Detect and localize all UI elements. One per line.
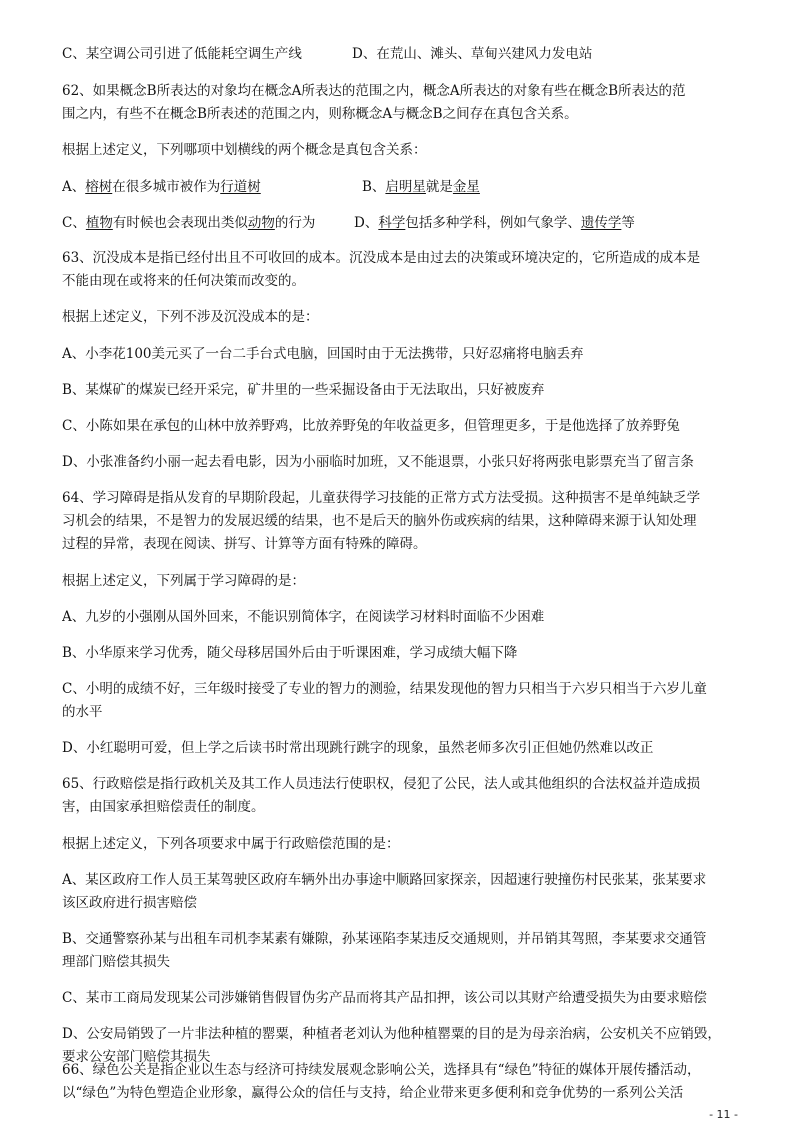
q61-option-c[interactable]: C、某空调公司引进了低能耗空调生产线 — [62, 46, 302, 62]
q64-stem-line-1: 64、学习障碍是指从发育的早期阶段起，儿童获得学习技能的正常方式方法受损。这种损害不是单纯缺乏学 — [62, 490, 701, 506]
q65-option-d-line-1[interactable]: D、公安局销毁了一片非法种植的罂粟，种植者老刘认为他种植罂粟的目的是为母亲治病，公安机关不应销毁， — [62, 1026, 721, 1042]
q62-question: 根据上述定义，下列哪项中划横线的两个概念是真包含关系： — [62, 142, 427, 158]
q66-stem-line-1-visible: 66、绿色公关是指企业以生态与经济可持续发展观念影响公关，选择具有“绿色”特征的媒体开展传播活动， — [62, 1062, 701, 1078]
q63-stem-line-1: 63、沉没成本是指已经付出且不可收回的成本。沉没成本是由过去的决策或环境决定的，它所造成的成本是 — [62, 250, 701, 266]
q61-options-row — [62, 43, 752, 66]
q63-option-d[interactable]: D、小张准备约小丽一起去看电影，因为小丽临时加班，又不能退票，小张只好将两张电影票充当了留言条 — [62, 454, 694, 470]
q65-stem-line-2: 害，由国家承担赔偿责任的制度。 — [62, 799, 265, 815]
q65-option-b-line-2[interactable]: 理部门赔偿其损失 — [62, 954, 170, 970]
q66-stem-line-2: 以“绿色”为特色塑造企业形象，赢得公众的信任与支持，给企业带来更多便利和竞争优势的一系列公关活 — [62, 1085, 684, 1101]
q63-option-a[interactable]: A、小李花100美元买了一台二手台式电脑，回国时由于无法携带，只好忍痛将电脑丢弃 — [62, 346, 584, 362]
page-number: - 11 - — [709, 1108, 738, 1121]
q64-stem-line-2: 习机会的结果，不是智力的发展迟缓的结果，也不是后天的脑外伤或疾病的结果，这种障碍来源于认知处理 — [62, 513, 697, 529]
q65-stem-line-1: 65、行政赔偿是指行政机关及其工作人员违法行使职权，侵犯了公民，法人或其他组织的合法权益并造成损 — [62, 776, 701, 792]
q62-stem-line-1: 62、如果概念B所表达的对象均在概念A所表达的范围之内，概念A所表达的对象有些在概念B所表达的范 — [62, 83, 686, 99]
q64-option-c-line-2[interactable]: 的水平 — [62, 704, 103, 720]
q62-option-d[interactable]: D、科学包括多种学科，例如气象学、遗传学等 — [354, 215, 635, 231]
q62-options-row-cd — [62, 212, 752, 235]
q61-option-d[interactable]: D、在荒山、滩头、草甸兴建风力发电站 — [352, 46, 593, 62]
q65-option-c[interactable]: C、某市工商局发现某公司涉嫌销售假冒伪劣产品而将其产品扣押，该公司以其财产给遭受损失为由要求赔偿 — [62, 990, 707, 1006]
q62-stem-line-2: 围之内，有些不在概念B所表述的范围之内，则称概念A与概念B之间存在真包含关系。 — [62, 106, 578, 122]
q65-question: 根据上述定义，下列各项要求中属于行政赔偿范围的是： — [62, 836, 400, 852]
q63-question: 根据上述定义，下列不涉及沉没成本的是： — [62, 309, 319, 325]
q65-option-b-line-1[interactable]: B、交通警察孙某与出租车司机李某素有嫌隙，孙某诬陷李某违反交通规则，并吊销其驾照，李某要求交通管 — [62, 931, 707, 947]
q62-option-c[interactable]: C、植物有时候也会表现出类似动物的行为 — [62, 215, 316, 231]
q64-option-d[interactable]: D、小红聪明可爱，但上学之后读书时常出现跳行跳字的现象，虽然老师多次引正但她仍然难以改正 — [62, 740, 654, 756]
q65-option-a-line-2[interactable]: 该区政府进行损害赔偿 — [62, 895, 197, 911]
q63-option-c[interactable]: C、小陈如果在承包的山林中放养野鸡，比放养野兔的年收益更多，但管理更多，于是他选择了放养野兔 — [62, 418, 680, 434]
q62-options-row-ab — [62, 176, 752, 199]
q64-option-a[interactable]: A、九岁的小强刚从国外回来，不能识别简体字，在阅读学习材料时面临不少困难 — [62, 609, 545, 625]
q63-stem-line-2: 不能由现在或将来的任何决策而改变的。 — [62, 273, 305, 289]
q64-question: 根据上述定义，下列属于学习障碍的是： — [62, 573, 305, 589]
q64-option-c-line-1[interactable]: C、小明的成绩不好，三年级时接受了专业的智力的测验，结果发现他的智力只相当于六岁只相当于六岁儿童 — [62, 681, 707, 697]
q62-option-a[interactable]: A、榕树在很多城市被作为行道树 — [62, 179, 261, 195]
q64-stem-line-3: 过程的异常，表现在阅读、拼写、计算等方面有特殊的障碍。 — [62, 536, 427, 552]
q62-option-b[interactable]: B、启明星就是金星 — [362, 179, 480, 195]
q65-option-d-line-2[interactable]: 要求公安部门赔偿其损失 — [62, 1049, 211, 1065]
q63-option-b[interactable]: B、某煤矿的煤炭已经开采完，矿井里的一些采掘设备由于无法取出，只好被废弃 — [62, 382, 545, 398]
q65-option-a-line-1[interactable]: A、某区政府工作人员王某驾驶区政府车辆外出办事途中顺路回家探亲，因超速行驶撞伤村民张某，张某要求 — [62, 872, 707, 888]
q64-option-b[interactable]: B、小华原来学习优秀，随父母移居国外后由于听课困难，学习成绩大幅下降 — [62, 645, 518, 661]
